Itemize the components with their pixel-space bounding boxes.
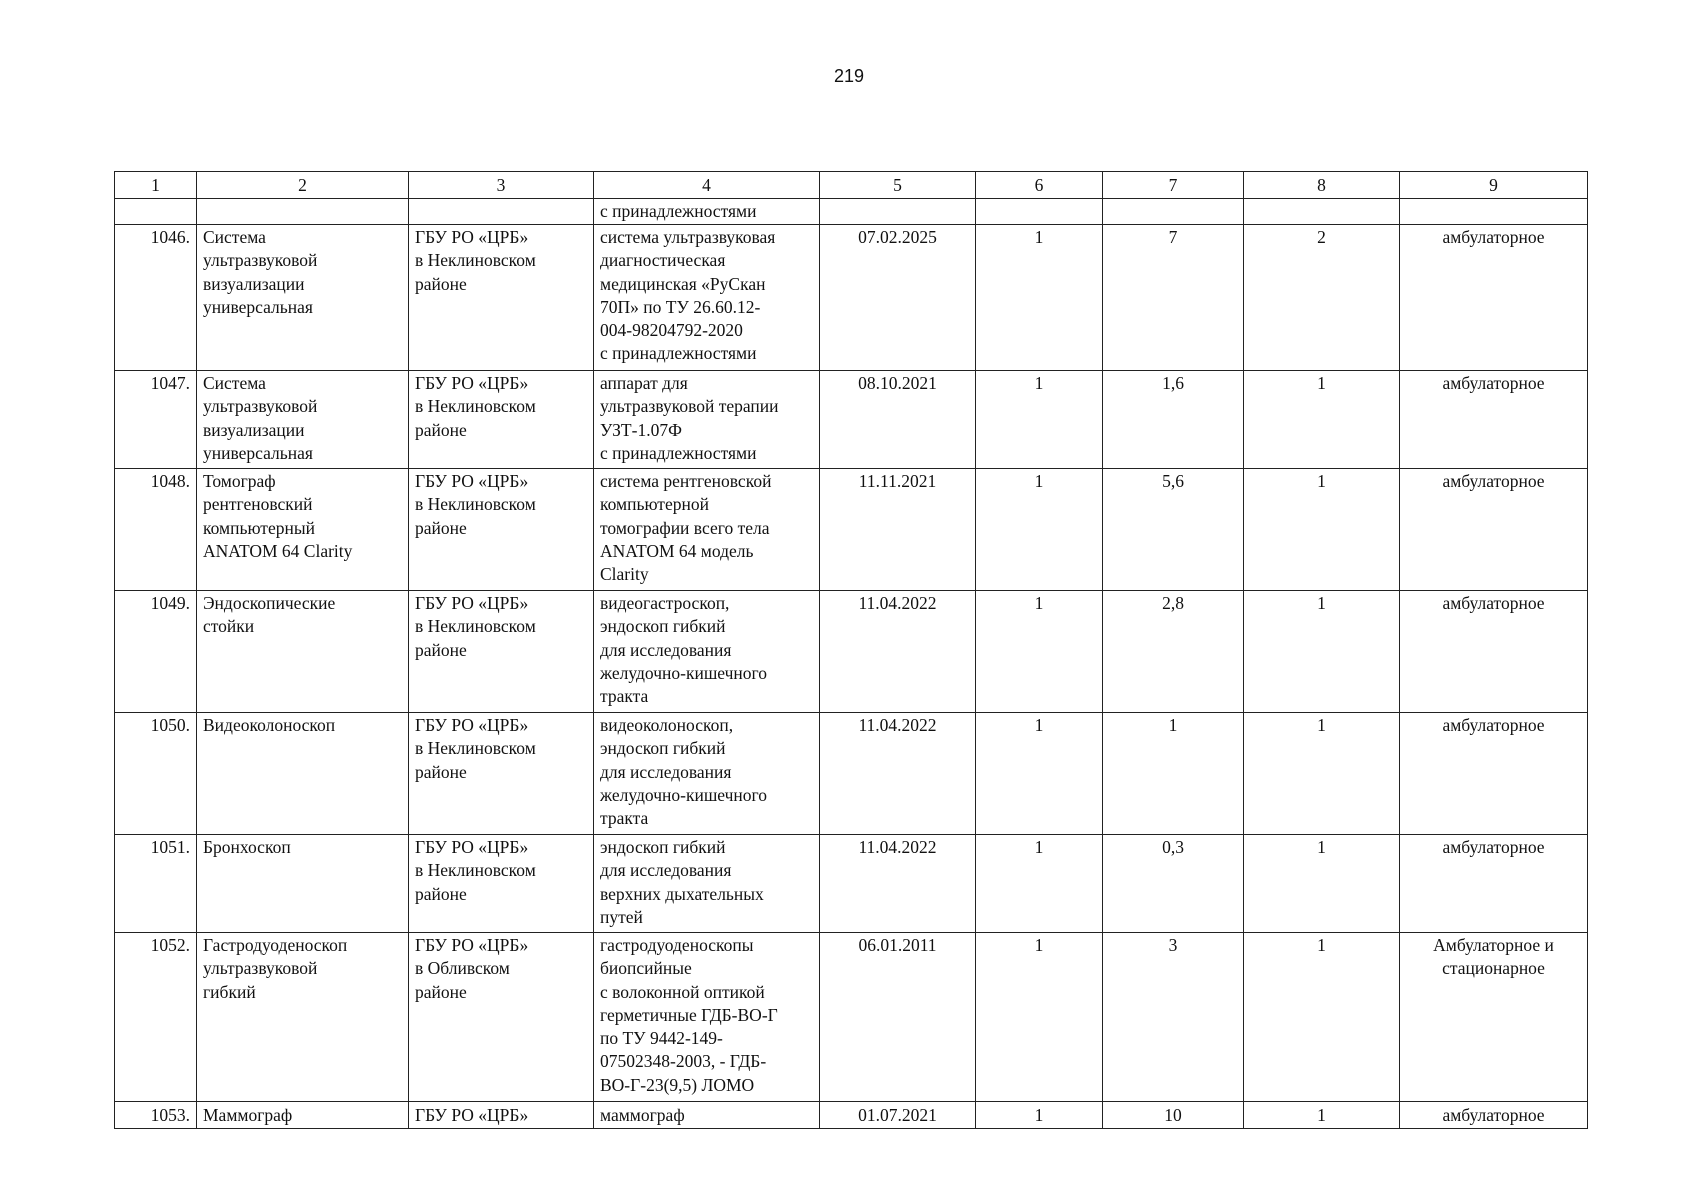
empty-cell: [115, 199, 197, 225]
description: система ультразвуковая диагностическая медицинская «РуСкан 70П» по ТУ 26.60.12- 004-98204792-2020 с принадлежностями: [594, 225, 820, 371]
date: 11.04.2022: [820, 713, 976, 835]
organization: ГБУ РО «ЦРБ» в Неклиновском районе: [409, 469, 594, 591]
equipment-name: Бронхоскоп: [197, 835, 409, 933]
date: 11.04.2022: [820, 591, 976, 713]
table-row: [115, 371, 1588, 469]
row-number: 1047.: [115, 371, 197, 469]
col7-value: 0,3: [1103, 835, 1244, 933]
col7-value: 7: [1103, 225, 1244, 371]
col7-value: 5,6: [1103, 469, 1244, 591]
header-cell: 4: [594, 172, 820, 199]
care-type: амбулаторное: [1400, 469, 1588, 591]
organization: ГБУ РО «ЦРБ»: [409, 1102, 594, 1129]
col8-value: 1: [1244, 371, 1400, 469]
equipment-name: Система ультразвуковой визуализации универсальная: [197, 225, 409, 371]
col8-value: 1: [1244, 1102, 1400, 1129]
header-cell: 2: [197, 172, 409, 199]
col7-value: 10: [1103, 1102, 1244, 1129]
organization: ГБУ РО «ЦРБ» в Неклиновском районе: [409, 371, 594, 469]
empty-cell: [976, 199, 1103, 225]
continuation-row: [115, 199, 1588, 225]
equipment-name: Томограф рентгеновский компьютерный ANATOM 64 Clarity: [197, 469, 409, 591]
organization: ГБУ РО «ЦРБ» в Неклиновском районе: [409, 225, 594, 371]
table-row: [115, 933, 1588, 1102]
equipment-name: Видеоколоноскоп: [197, 713, 409, 835]
care-type: амбулаторное: [1400, 371, 1588, 469]
care-type: амбулаторное: [1400, 1102, 1588, 1129]
description: видеоколоноскоп, эндоскоп гибкий для исследования желудочно-кишечного тракта: [594, 713, 820, 835]
row-number: 1052.: [115, 933, 197, 1102]
col6-value: 1: [976, 835, 1103, 933]
col6-value: 1: [976, 1102, 1103, 1129]
organization: ГБУ РО «ЦРБ» в Обливском районе: [409, 933, 594, 1102]
equipment-name: Эндоскопические стойки: [197, 591, 409, 713]
continuation-description: с принадлежностями: [594, 199, 820, 225]
col8-value: 1: [1244, 933, 1400, 1102]
empty-cell: [409, 199, 594, 225]
row-number: 1049.: [115, 591, 197, 713]
col6-value: 1: [976, 713, 1103, 835]
row-number: 1050.: [115, 713, 197, 835]
col7-value: 3: [1103, 933, 1244, 1102]
date: 11.04.2022: [820, 835, 976, 933]
date: 07.02.2025: [820, 225, 976, 371]
col6-value: 1: [976, 371, 1103, 469]
organization: ГБУ РО «ЦРБ» в Неклиновском районе: [409, 835, 594, 933]
row-number: 1046.: [115, 225, 197, 371]
description: гастродуоденоскопы биопсийные с волоконной оптикой герметичные ГДБ-ВО-Г по ТУ 9442-149- 07502348-2003, - ГДБ- ВО-Г-23(9,5) ЛОМО: [594, 933, 820, 1102]
table-row: [115, 469, 1588, 591]
col6-value: 1: [976, 225, 1103, 371]
care-type: амбулаторное: [1400, 591, 1588, 713]
empty-cell: [1103, 199, 1244, 225]
organization: ГБУ РО «ЦРБ» в Неклиновском районе: [409, 591, 594, 713]
header-cell: 7: [1103, 172, 1244, 199]
date: 01.07.2021: [820, 1102, 976, 1129]
care-type: амбулаторное: [1400, 713, 1588, 835]
table-row: [115, 591, 1588, 713]
date: 06.01.2011: [820, 933, 976, 1102]
empty-cell: [1400, 199, 1588, 225]
description: маммограф: [594, 1102, 820, 1129]
col8-value: 2: [1244, 225, 1400, 371]
care-type: амбулаторное: [1400, 225, 1588, 371]
col6-value: 1: [976, 933, 1103, 1102]
header-cell: 1: [115, 172, 197, 199]
col8-value: 1: [1244, 469, 1400, 591]
col7-value: 1: [1103, 713, 1244, 835]
date: 08.10.2021: [820, 371, 976, 469]
col8-value: 1: [1244, 835, 1400, 933]
equipment-table: [114, 171, 1588, 1129]
header-cell: 6: [976, 172, 1103, 199]
row-number: 1051.: [115, 835, 197, 933]
header-row: [115, 172, 1588, 199]
description: эндоскоп гибкий для исследования верхних дыхательных путей: [594, 835, 820, 933]
col6-value: 1: [976, 469, 1103, 591]
row-number: 1053.: [115, 1102, 197, 1129]
empty-cell: [197, 199, 409, 225]
col7-value: 2,8: [1103, 591, 1244, 713]
row-number: 1048.: [115, 469, 197, 591]
table-row: [115, 835, 1588, 933]
description: система рентгеновской компьютерной томографии всего тела ANATOM 64 модель Clarity: [594, 469, 820, 591]
header-cell: 5: [820, 172, 976, 199]
organization: ГБУ РО «ЦРБ» в Неклиновском районе: [409, 713, 594, 835]
equipment-name: Гастродуоденоскоп ультразвуковой гибкий: [197, 933, 409, 1102]
empty-cell: [820, 199, 976, 225]
table-row: [115, 713, 1588, 835]
col7-value: 1,6: [1103, 371, 1244, 469]
col6-value: 1: [976, 591, 1103, 713]
description: аппарат для ультразвуковой терапии УЗТ-1.07Ф с принадлежностями: [594, 371, 820, 469]
table-row: [115, 1102, 1588, 1129]
equipment-name: Маммограф: [197, 1102, 409, 1129]
equipment-name: Система ультразвуковой визуализации универсальная: [197, 371, 409, 469]
care-type: амбулаторное: [1400, 835, 1588, 933]
table-row: [115, 225, 1588, 371]
header-cell: 3: [409, 172, 594, 199]
care-type: Амбулаторное и стационарное: [1400, 933, 1588, 1102]
empty-cell: [1244, 199, 1400, 225]
date: 11.11.2021: [820, 469, 976, 591]
col8-value: 1: [1244, 591, 1400, 713]
description: видеогастроскоп, эндоскоп гибкий для исследования желудочно-кишечного тракта: [594, 591, 820, 713]
header-cell: 9: [1400, 172, 1588, 199]
col8-value: 1: [1244, 713, 1400, 835]
header-cell: 8: [1244, 172, 1400, 199]
page-number: 219: [833, 66, 865, 86]
